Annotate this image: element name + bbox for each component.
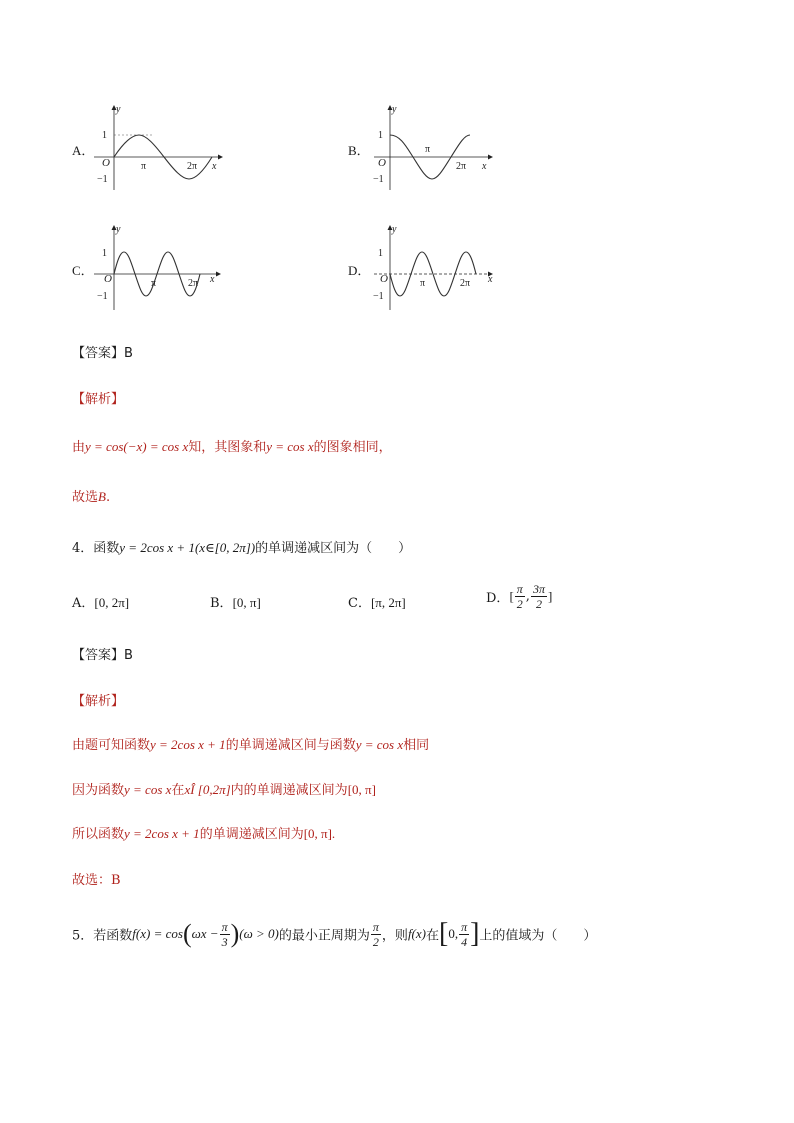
svg-text:2π: 2π <box>187 161 198 172</box>
svg-text:O: O <box>378 157 386 169</box>
svg-text:y: y <box>392 224 397 235</box>
graph-option-a <box>94 102 224 192</box>
q4-option-d: D．[ $\frac{\pi}{2}$ , $\frac{3\pi}{2}$ ] <box>486 582 553 611</box>
q4-analysis-line3: 所以函数y = 2cos x + 1的单调递减区间为[0, π]. <box>72 826 336 842</box>
svg-text:O: O <box>380 273 388 285</box>
q4-analysis-tag: 【解析】 <box>72 694 125 709</box>
q4-conclusion: 故选：B <box>72 873 121 888</box>
q5-stem: 5．若函数f(x) = cos(ωx − $\frac{\pi}{3}$ )(ω > 0)的最小正周期为 $\frac{\pi}{2}$ ，则f(x)在[0, $\frac{\pi}{4}$ ]上的值域为（ ） <box>72 918 597 949</box>
svg-text:y: y <box>392 104 397 115</box>
q3-analysis-tag: 【解析】 <box>72 392 125 407</box>
svg-text:π: π <box>141 161 147 172</box>
q4-answer: 【答案】B <box>72 648 133 663</box>
q4-option-a: A．[0, 2π] <box>72 595 130 611</box>
svg-text:−1: −1 <box>97 174 108 185</box>
curve-d <box>390 252 476 296</box>
q4-option-b: B．[0, π] <box>210 595 261 611</box>
svg-text:1: 1 <box>102 130 107 141</box>
svg-text:x: x <box>210 274 215 285</box>
svg-text:2π: 2π <box>188 278 199 289</box>
svg-text:π: π <box>425 144 431 155</box>
svg-text:−1: −1 <box>373 291 384 302</box>
svg-text:2π: 2π <box>456 161 467 172</box>
q4-stem: 4．函数y = 2cos x + 1(x∈[0, 2π])的单调递减区间为（ ） <box>72 540 412 556</box>
svg-text:x: x <box>482 161 487 172</box>
graph-option-c <box>94 222 224 312</box>
svg-text:O: O <box>102 157 110 169</box>
q4-analysis-line1: 由题可知函数y = 2cos x + 1的单调递减区间与函数y = cos x相同 <box>72 737 430 753</box>
q3-answer: 【答案】B <box>72 346 133 361</box>
svg-text:−1: −1 <box>373 174 384 185</box>
option-c-label: C． <box>72 263 94 278</box>
svg-text:−1: −1 <box>97 291 108 302</box>
q4-option-c: C．[π, 2π] <box>348 595 406 611</box>
graph-option-d <box>370 222 500 312</box>
svg-text:2π: 2π <box>460 278 471 289</box>
svg-text:O: O <box>104 273 112 285</box>
option-b-label: B． <box>348 143 370 158</box>
svg-text:1: 1 <box>378 248 383 259</box>
svg-text:x: x <box>212 161 217 172</box>
q3-conclusion: 故选B. <box>72 489 111 505</box>
option-a-label: A． <box>72 143 95 158</box>
q4-analysis-line2: 因为函数y = cos x在xÎ [0,2π]内的单调递减区间为[0, π] <box>72 782 376 798</box>
option-d-label: D． <box>348 263 371 278</box>
svg-text:π: π <box>151 278 157 289</box>
svg-text:y: y <box>116 224 121 235</box>
graph-option-b <box>370 102 495 192</box>
svg-text:π: π <box>420 278 426 289</box>
svg-text:1: 1 <box>102 248 107 259</box>
y-axis-label: y <box>116 104 121 115</box>
svg-text:1: 1 <box>378 130 383 141</box>
q3-analysis-line: 由y = cos(−x) = cos x知，其图象和y = cos x的图象相同， <box>72 439 392 455</box>
svg-text:x: x <box>488 274 493 285</box>
